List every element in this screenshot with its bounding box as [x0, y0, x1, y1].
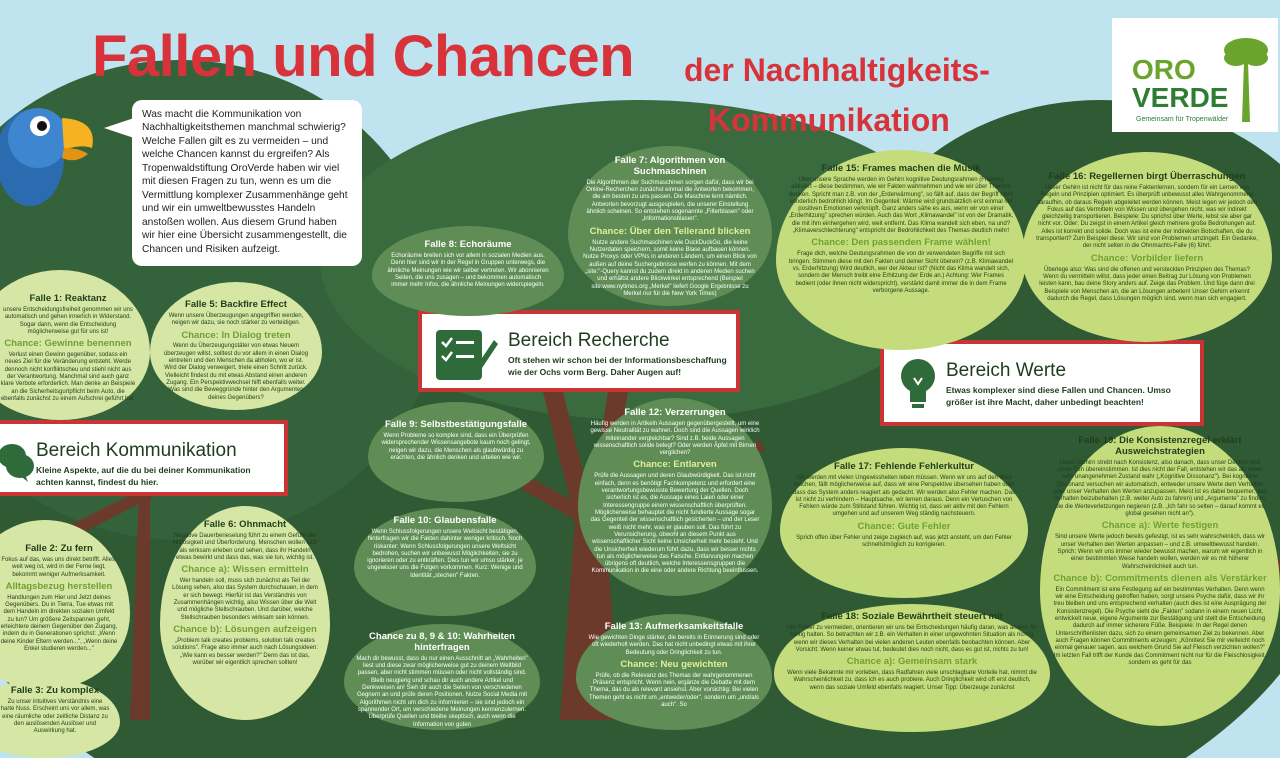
- falle-3-title: Falle 3: Zu komplex: [10, 685, 100, 696]
- leaf-falle-8: [372, 226, 564, 316]
- section-werte-title: Bereich Werte: [946, 360, 1067, 381]
- falle-5-chance-title: Chance: In Dialog treten: [181, 329, 291, 341]
- leaf-falle-6: [160, 506, 330, 720]
- falle-17-title: Falle 17: Fehlende Fehlerkultur: [834, 461, 974, 472]
- falle-1-title: Falle 1: Reaktanz: [29, 293, 107, 304]
- speech-bubbles-icon: [0, 438, 38, 482]
- section-recherche: [418, 310, 740, 392]
- leaf-chance-8-9-10: [344, 624, 540, 730]
- falle-10-text: Wenn Schlussfolgerungen unsere Weltsicht bestätigen, hinterfragen wir die Fakten dahinter weniger kritisch. Noch riskanter: Wenn Schlussfolgerungen unsere Weltsicht bedrohen, suchen wir unbewusst Möglichkeiten, sie zu ignorieren oder zu entkräften. Dies tun wir umso stärker, je ungewisser uns die Folgen vorkommen. Kurz: Wenige und Identität „stechen" Fakten.: [367, 528, 523, 579]
- falle-6-text: Negative Dauerberieselung führt zu einem Gefühl der Hilflosigkeit und Überforderung. Menschen wollen sich als wirksam erleben und sehen, dass ihr Handeln etwas bewirkt und dass das, was sie tun, wichtig ist.: [172, 532, 318, 561]
- falle-13-chance-title: Chance: Neu gewichten: [620, 658, 728, 670]
- falle-5-text: Wenn unsere Überzeugungen angegriffen werden, neigen wir dazu, sie noch stärker zu verteidigen.: [168, 312, 304, 327]
- falle-16-text: Unser Gehirn ist nicht für das reine Faktenlernen, sondern für ein Lernen von Regeln und Prinzipien optimiert. Es überprüft unbewusst alles Wahrgenommene daraufhin, ob daraus Regeln abgeleitet werden können. Meist legen wir jedoch den Fokus auf das Vermitteln von Wissen und übergehen nicht, was wir indirekt gleichzeitig transportieren. Beispiele: Du sprichst über Werte, lebst sie aber gar nicht vor. Oder: Du zeigst in einem Artikel gleich mehrere große Bedrohungen auf. Alles ist korrekt und solide. Doch was ist eine der indirekten Botschaften, die du transportiert? Zum Beispiel diese: Wir sind von Problemen umzingelt. Ein Gedanke, der nicht selten in die Ohnmachts-Falle (6) führt.: [1036, 184, 1258, 250]
- falle-16-title: Falle 16: Regellernen birgt Überraschungen: [1048, 171, 1246, 182]
- falle-12-chance-text: Prüfe die Aussagen und deren Glaubwürdigkeit. Das ist nicht einfach, denn es benötigt Fachkompetenz und erfordert eine verantwortungsbewusste Bewertung der Quellen. Doch sicherlich ist es, die Aussage eines Laien oder einer Interessengruppe einem wissenschaftlich überprüften. Möglicherweise behauptet die nicht fundierte Aussage sogar das Gegenteil der wissenschaftlich gesicherten – und der Leser weiß nicht mehr, was er glauben soll. Das führt zu Verunsicherung, obwohl an diesem Punkt aus wissenschaftlicher Sicht keine Unsicherheit mehr besteht. Und die Unsicherheit wiederum führt dazu, dass wir besser nichts tun als möglicherweise das Falsche. Entlarvungen machen übrigens oft deutlich, welche Interessensgruppen die Kommunikation in die eine oder andere Richtung beeinflussen.: [590, 473, 760, 575]
- falle-18-text: Um Fehler zu vermeiden, orientieren wir uns bei Entscheidungen häufig daran, was andere für richtig halten. So betrachten wir z.B. ein Verhalten in einer ungewohnten Situation als richtig, wenn wir dieses Verhalten bei vielen anderen Leuten ebenfalls beobachten können. Aber Vorsicht: Wenn keiner etwas tut, bedeutet dies noch nicht, dass es gut ist, nichts zu tun!: [786, 624, 1038, 653]
- falle-12-text: Häufig werden in Artikeln Aussagen gegenübergestellt, um eine gewisse Neutralität zu wahren. Doch sind die Aussagen wirklich miteinander vergleichbar? Sind z.B. beide Aussagen wissenschaftlich solide belegt? Oder werden Äpfel mit Birnen verglichen?: [590, 420, 760, 457]
- falle-1-chance-title: Chance: Gewinne benennen: [4, 338, 132, 350]
- falle-13-text: Wie gewichten Dinge stärker, die bereits in Erinnerung sind oder oft wiederholt werden. Das hat nicht unbedingt etwas mit ihrer Bedeutung oder Dringlichkeit zu tun.: [588, 634, 760, 656]
- leaf-falle-19: [1040, 426, 1280, 726]
- falle-16-chance-text: Überlege also: Was sind die offenen und versteckten Prinzipien des Themas? Wenn du vermitteln willst, dass jeder einen Beitrag zur Lösung von Problemen leisten kann, bau deine Story anders auf. Zeige das Problem. Und füge dann drei Beispiele von Menschen an, die an Lösungen arbeiten! Unser Gehirn erkennt dadurch die Regel, dass Lösungen möglich sind, wenn man sich engagiert.: [1039, 266, 1255, 302]
- falle-18-title: Falle 18: Soziale Bewährtheit steuert mit: [821, 611, 1003, 622]
- section-recherche-title: Bereich Recherche: [508, 330, 670, 351]
- falle-7-chance-text: Nutze andere Suchmaschinen wie DuckDuckGo, die keine Nutzerdaten speichern, somit keine Blase aufbauen können. Nutze Proxys oder VPNs in anderen Ländern, um einen Blick von außen auf deine Suchergebnisse werfen zu können. Mit dem „site:"-Query kannst du zudem direkt in anderen Medien suchen und erhältst andere Blickwinkel entsprechend (Beispiel site:www.nytimes.org „Merkel" liefert Google Ergebnisse zu Merkel nur für die New York Times): [583, 239, 757, 297]
- falle-8-title: Falle 8: Echoräume: [424, 239, 512, 250]
- leaf-falle-16: [1022, 152, 1272, 342]
- poster-title: Fallen und Chancen: [92, 24, 635, 89]
- falle-16-chance-title: Chance: Vorbilder liefern: [1090, 252, 1204, 264]
- checklist-icon: [432, 324, 498, 382]
- leaf-falle-9: [368, 402, 544, 502]
- leaf-falle-5: [150, 282, 322, 410]
- falle-6-chance-a-text: Wer handeln soll, muss sich zunächst als Teil der Lösung sehen, also das System durchschauen, in dem er sich bewegt. Hierfür ist das Verständnis von Zusammenhängen wichtig, also Wissen über die Welt und mögliche Stellschrauben. Und darüber, welche Stellschrauben besonders wirksam sein können.: [172, 578, 318, 621]
- falle-1-chance-text: Verlust einen Gewinn gegenüber, sodass ein neues Ziel für die Veränderung entsteht. Werde dennoch nicht konfliktscheu und stiehl nicht aus der Verantwortung. Manchmal sind auch ganz klare Verbote erforderlich. Man denke an Beispiele an die Sicherheitsgurtpflicht beim Auto, die ebenfalls zunächst zu einem Aufschrei geführt hat.: [0, 352, 136, 402]
- falle-19-text: Unser Gehirn strebt nach Konsistenz, also danach, dass unser Denken und unser Tun übereinstimmen. Ist dies nicht der Fall, entstehen wir das als einen sehr unangenehmen Zustand wahr („Kognitive Dissonanz"). Bei kognitiver Dissonanz versuchen wir automatisch, entweder unsere Werte dem Verhalten oder unser Verhalten den Werten anzupassen. Meist ist es dabei bequemer, das Verhalten beizubehalten (z.B. weiter Auto zu fahren) und „Argumente" zu finden, die die Werteverletzungen negieren (z.B. „Ich fahr so selten – darauf kommt es global gesehen nicht an").: [1053, 459, 1267, 518]
- falle-10-title: Falle 10: Glaubensfalle: [393, 515, 497, 526]
- falle-15-chance-title: Chance: Den passenden Frame wählen!: [811, 237, 991, 249]
- falle-7-text: Die Algorithmen der Suchmaschinen sorgen dafür, dass wir bei Online-Recherchen zunächst einmal die Antworten bekommen, die am besten zu uns passen. Die Maschine lernt nämlich. Antworten bevorzugt ausgespielen, die unserer Einstellung ähnlich scheinen. So entstehen sogenannte „Filterblasen" oder „Informationsblasen".: [586, 179, 754, 223]
- falle-19-chance-b-title: Chance b): Commitments dienen als Verstärker: [1053, 572, 1267, 584]
- lightbulb-icon: [898, 356, 942, 412]
- leaf-falle-10: [354, 508, 536, 616]
- parrot-icon: [0, 88, 100, 218]
- falle-2-text: Fokus auf das, was uns direkt betrifft. Alles, weit weg ist, wird in der Ferne liegt, bekommt weniger Aufmerksamkeit.: [1, 556, 117, 578]
- falle-13-chance-text: Prüfe, ob die Relevanz des Themas der wahrgenommenen Präsenz entspricht. Wenn nein, ergänze die Debatte mit dem Thema, das du als relevant ansiehst. Aber vorsichtig: Bei vielen Themen geht es nicht um „entweder/oder", sondern um „und/als auch". So: [589, 672, 759, 709]
- section-recherche-subtitle: Oft stehen wir schon bei der Informationsbeschaffung wie der Ochs vorm Berg. Daher Augen auf!: [508, 355, 727, 378]
- falle-5-title: Falle 5: Backfire Effect: [185, 299, 287, 310]
- falle-19-chance-a-title: Chance a): Werte festigen: [1101, 520, 1219, 532]
- falle-19-chance-b-text: Ein Commitment ist eine Festlegung auf ein bestimmtes Verhalten. Denn wenn wir eine Entscheidung getroffen haben, sorgt unsere Psyche dafür, dass wir ihr treu bleiben und uns entsprechend verhalten (auch dies ist eine Ausprägung der Konsistenzregel). Die Psyche sieht die „Fakten" sodann in einem neuen Licht, entwickelt neue, eigene Argumente zur Bestätigung und stellt die Entscheidung dadurch auf immer sicherere Füße. Beispiele: In der Regel denen Unterschriftenlisten dazu, sich zu einem gemeinsamen Ziel zu bekennen. Aber auch Fragen können Commitments erzeugen: „Könntest Sie mir vielleicht noch einmal genauer sagen, aus welchem Grund Sie auf Fleisch verzichten wollen?" Im letzten Fall trifft der Kunde das Commitment nicht nur für die Fleischlosigkeit, sondern es geht für das: [1053, 586, 1267, 666]
- falle-9-text: Wenn Probleme so komplex sind, dass ein Überprüfen widersprechender Wissensangebote kaum noch gelingt, neigen wir dazu, die Menschen als glaubwürdig zu erachten, die ähnlich denken und urteilen wie wir.: [381, 432, 531, 461]
- falle-6-title: Falle 6: Ohnmacht: [203, 519, 287, 530]
- falle-6-chance-a-title: Chance a): Wissen ermitteln: [181, 564, 309, 576]
- falle-2-chance-title: Alltagsbezug herstellen: [5, 580, 113, 592]
- falle-8-text: Echoräume breiten sich vor allem in sozialen Medien aus. Denn hier sind wir in der Regel in Gruppen unterwegs, die ähnliche Meinungen wie wir selber vertreten. Wir abonnieren Seiten, die uns zusagen – und bekommen automatisch immer mehr Infos, die ähnliche Meinungen widerspiegeln.: [387, 252, 549, 289]
- logo-text-oro: ORO: [1132, 54, 1196, 85]
- speech-bubble-tail: [104, 118, 134, 138]
- falle-5-chance-text: Wenn du Überzeugungstäter von etwas Neuem überzeugen willst, solltest du vor allem in einen Dialog eintreten und den Menschen da abholen, wo er ist. Wird der Dialog verweigert, triete einen Schritt zurück. Vielleicht findest du mit etwas Abstand einen anderen Zugang. Ein Perspektivwechsel hilft ebenfalls weiter. Was sind die Beweggründe hinter den Argumenten deines Gegenübers?: [163, 343, 309, 401]
- falle-6-chance-b-text: „Problem talk creates problems, solution talk creates solutions". Frage also immer auch nach Lösungsideen: „Wie kann es besser werden?" Denn das ist das, worüber wir eigentlich sprechen sollten!: [172, 637, 318, 666]
- section-kommunikation-title: Bereich Kommunikation: [36, 440, 237, 461]
- tree-logo-icon: [1222, 32, 1270, 124]
- falle-6-chance-b-title: Chance b): Lösungen aufzeigen: [173, 623, 317, 635]
- leaf-falle-7: [568, 146, 772, 306]
- leaf-falle-18: [774, 604, 1050, 732]
- chance-8-9-10-title: Chance zu 8, 9 & 10: Wahrheiten hinterfragen: [369, 631, 515, 653]
- leaf-falle-17: [780, 448, 1028, 598]
- logo-text-verde: VERDE: [1132, 82, 1229, 113]
- falle-7-title: Falle 7: Algorithmen von Suchmaschinen: [614, 155, 726, 177]
- falle-9-title: Falle 9: Selbstbestätigungsfalle: [384, 419, 527, 430]
- falle-2-chance-text: Handlungen zum Hier und Jetzt deines Gegenübers. Du in Tierra, Tue etwas mit dem Handeln im direkten sozialen Umfeld zu tun? Um größere Zeitspannen geht, erleichtere deinem Gegenüber den Zugang, indem du in Generationen sprichst: „Wenn deine Kinder Eltern werden...", „Wenn deine Enkel studieren werden...": [0, 594, 118, 652]
- falle-15-chance-text: Frage dich, welche Deutungsrahmen die von dir verwendeten Begriffe mit sich bringen. Stimmen diese mit den Fakten und deiner Sicht überein? (z.B. Klimawandel vs. Erderhitzung) Wird deutlich, wer der Akteur ist? (Nicht das Klima wandelt sich, sondern der Mensch treibt eine Erhitzung der Erde an.) Achtung: Wer Frames bedient (oder ihnen nicht widerspricht), verstärkt damit immer die in dem Frame verborgene Aussage.: [788, 251, 1014, 294]
- poster-subtitle-line2: Kommunikation: [708, 102, 950, 138]
- leaf-falle-12: [578, 398, 772, 596]
- falle-19-title: Falle 19: Die Konsistenzregel erklärt Ausweichstrategien: [1078, 435, 1242, 457]
- falle-7-chance-title: Chance: Über den Tellerand blicken: [589, 225, 751, 237]
- falle-13-title: Falle 13: Aufmerksamkeitsfalle: [604, 621, 744, 632]
- falle-3-text: Zu unser intuitives Verständnis eine harte Nuss. Erscheint uns vor allem, was eine räumliche oder zeitliche Distanz zu den auslösenden Auslöser und Auswirkung hat.: [0, 698, 110, 735]
- falle-17-chance-text: Sprich offen über Fehler und zeige zugleich auf, was jetzt ansteht, um den Fehler schnellstmöglich zu korrigieren.: [796, 534, 1012, 549]
- leaf-falle-13: [576, 614, 772, 730]
- falle-15-text: Über unsere Sprache werden im Gehirn kognitive Deutungsrahmen (Frames) aktiviert – diese bestimmen, wie wir Fakten wahrnehmen und wie wir über Themen denken. Spricht man z.B. von der „Erderwärmung", so fällt auf, dass der Begriff nicht sonderlich bedrohlich klingt. Im Gegenteil: Wärme wird grundsätzlich erst einmal mit positiven Emotionen verknüpft. Ganz anders sähe es aus, wenn wir von einer „Erderhitzung" sprechen würden. Auch das Wort „Klimawandel" ist von der Dramatik, die mit ihm einhergehen wird, weit entfernt. Das Klima wandelt sich eben, na und? „Klimaverschlechterung" entspricht der Bedrohlichkeit des Themas deutlich mehr!: [788, 176, 1014, 235]
- poster-subtitle-line1: der Nachhaltigkeits-: [684, 52, 990, 88]
- falle-2-title: Falle 2: Zu fern: [25, 543, 93, 554]
- falle-12-title: Falle 12: Verzerrungen: [624, 407, 726, 418]
- falle-18-chance-a-title: Chance a): Gemeinsam stark: [846, 656, 978, 668]
- section-kommunikation-subtitle: Kleine Aspekte, auf die du bei deiner Kommunikation achten kannst, findest du hier.: [36, 465, 251, 488]
- section-werte: [880, 340, 1204, 426]
- falle-17-text: Wir werden mit vielen Ungewissheiten leben müssen. Wenn wir uns auf den Weg machen, fällt möglicherweise auf, dass wir eine Perspektive übersehen haben oder dass das System anders reagiert als gedacht. Wir werden also Fehler machen. Das ist nicht zu verhindern – Hauptsache, wir lernen daraus. Denn ein Vertuschen von Fehlern würde zum Stillstand führen. Wichtig ist, dass wir aktiv mit den Fehlern umgehen und auf unserem Weg ständig nachsteuern.: [792, 474, 1016, 518]
- falle-18-chance-a-text: Wenn viele Bekannte mir vorleben, dass Radfahren viele unschlagbare Vorteile hat, nimmt die Wahrscheinlichkeit zu, dass ich es auch probiere. Auch Dringlichkeit wird oft erst deutlich, wenn das soziale Umfeld ebenfalls reagiert. Unser Tipp: Überzeuge zunächst: [787, 670, 1037, 691]
- section-werte-subtitle: Etwas komplexer sind diese Fallen und Chancen. Umso größer ist ihre Macht, daher unbedingt beachten!: [946, 385, 1171, 408]
- falle-15-title: Falle 15: Frames machen die Musik: [821, 163, 981, 174]
- falle-17-chance-title: Chance: Gute Fehler: [857, 520, 951, 532]
- intro-text: Was macht die Kommunikation von Nachhaltigkeitsthemen manchmal schwierig? Welche Fallen gilt es zu vermeiden – und welche Chancen kannst du ergreifen? Als Tropenwaldstiftung OroVerde haben wir viel mit diesen Fragen zu tun, wenn es um die Vermittlung komplexer Zusammenhänge geht und wir ein umweltbewusstes Handeln anstoßen wollen. Aus diesem Grund haben wir hier eine Übersicht zusammengestellt, die Chancen und Risiken aufzeigt.: [132, 100, 362, 266]
- logo-tagline: Gemeinsam für Tropenwälder: [1136, 116, 1229, 123]
- section-kommunikation: [0, 420, 288, 496]
- falle-19-chance-a-text: Sind unsere Werte jedoch bereits gefestigt, ist es sehr wahrscheinlich, dass wir unser Verhalten den Werten anpassen – und z.B. umweltbewusst handeln. Sprich: Wenn wir uns immer wieder bewusst machen, warum wir eigentlich in einer bestimmten Weise handeln wollen, werden wir es mit höherer Wahrscheinlichkeit auch tun.: [1055, 534, 1265, 570]
- chance-8-9-10-text: Mach dir bewusst, dass du nur einen Ausschnitt an „Wahrheiten" liest und diese zwar möglicherweise gut zu deinem Weltbild passen, aber nicht stimmen müssen oder nicht vollständig sind. Bleib neugierig und schau dir auch andere Artikel und Denkweisen an! Sieh dir auch die Seiten von verschiedenen Gegnern an und prüfe deren Positionen. Nutze Social Media mit Algorithmen nicht um dich zu informieren – sie sind jedoch ein spannender Ort, um verschiedene Meinungen kennenzulernen. Überprüfe Quellen und bleibe skeptisch, auch wenn die Information von guten: [356, 655, 528, 728]
- falle-12-chance-title: Chance: Entlarven: [633, 459, 717, 471]
- falle-1-text: unsere Entscheidungsfreiheit genommen wir uns automatisch und gehen innerlich in Widerstand. Sogar dann, wenn die Entscheidung möglicherweise gut für uns ist!: [3, 306, 133, 335]
- oroverde-logo: [1112, 18, 1278, 132]
- leaf-falle-15: [776, 150, 1026, 350]
